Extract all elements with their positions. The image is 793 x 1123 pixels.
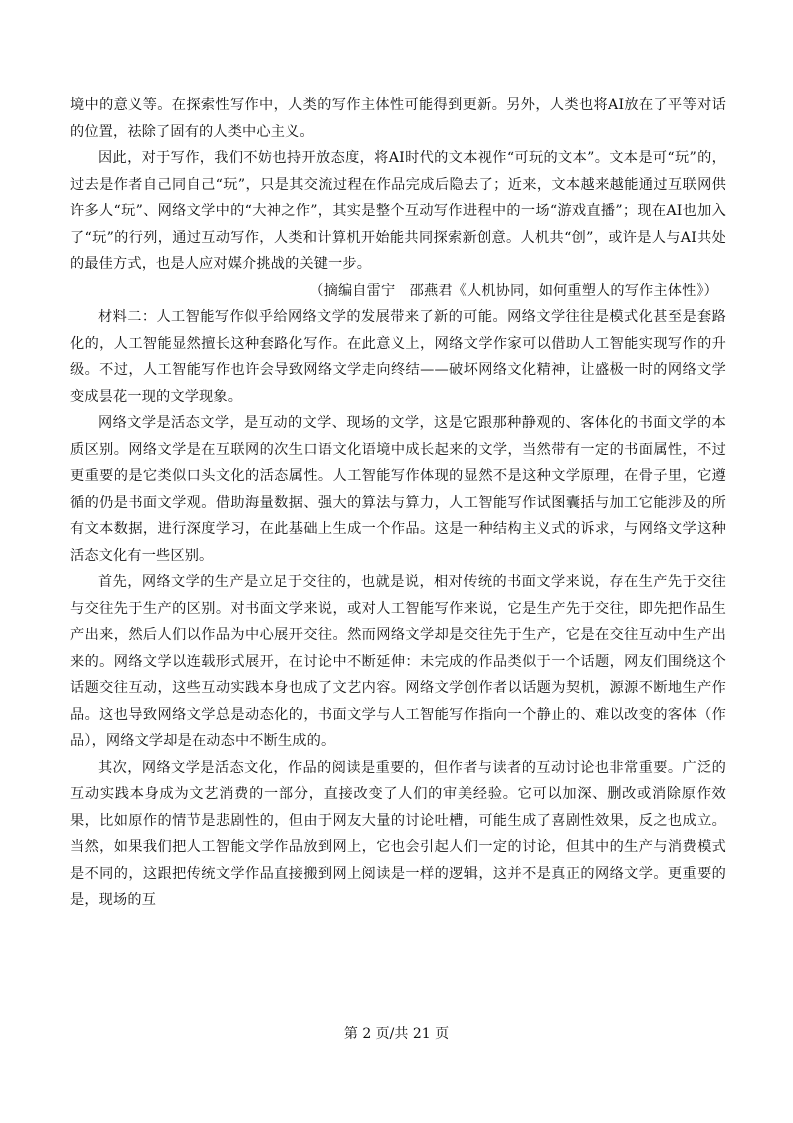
source-citation: （摘编自雷宁 邵燕君《人机协同，如何重塑人的写作主体性》） xyxy=(309,282,718,299)
page-number-footer: 第 2 页/共 21 页 xyxy=(343,1026,450,1042)
paragraph-second-point: 其次，网络文学是活态文化，作品的阅读是重要的，但作者与读者的互动讨论也非常重要。广泛的互动实践本身成为文艺消费的一部分，直接改变了人们的审美经验。它可以加深、删改或消除原作效果，比如原作的情节是悲剧性的，但由于网友大量的讨论吐槽，可能生成了喜剧性效果，反之也成立。当然，如果我们把人工智能文学作品放到网上，它也会引起人们一定的讨论，但其中的生产与消费模式是不同的，这跟把传统文学作品直接搬到网上阅读是一样的逻辑，这并不是真正的网络文学。更重要的是，现场的互 xyxy=(70,759,726,908)
paragraph-ai-playable-text: 因此，对于写作，我们不妨也持开放态度，将AI时代的文本视作“可玩的文本”。文本是可“玩”的，过去是作者自己同自己“玩”，只是其交流过程在作品完成后隐去了；近来，文本越来越能通过互联网供许多人“玩”、网络文学中的“大神之作”，其实是整个互动写作进程中的一场“游戏直播”；现在AI也加入了“玩”的行列，通过互动写作，人类和计算机开始能共同探索新创意。人机共“创”，或许是人与AI共处的最佳方式，也是人应对媒介挑战的关键一步。 xyxy=(70,150,726,272)
body-text xyxy=(70,92,726,914)
paragraph-continuation: 境中的意义等。在探索性写作中，人类的写作主体性可能得到更新。另外，人类也将AI放在了平等对话的位置，祛除了固有的人类中心主义。 xyxy=(70,97,726,140)
paragraph-living-literature: 网络文学是活态文学，是互动的文学、现场的文学，这是它跟那种静观的、客体化的书面文学的本质区别。网络文学是在互联网的次生口语文化语境中成长起来的文学，当然带有一定的书面属性，不过更重要的是它类似口头文化的活态属性。人工智能写作体现的显然不是这种文学原理，在骨子里，它遵循的仍是书面文学观。借助海量数据、强大的算法与算力，人工智能写作试图囊括与加工它能涉及的所有文本数据，进行深度学习，在此基础上生成一个作品。这是一种结构主义式的诉求，与网络文学这种活态文化有一些区别。 xyxy=(70,415,726,564)
paragraph-first-point: 首先，网络文学的生产是立足于交往的，也就是说，相对传统的书面文学来说，存在生产先于交往与交往先于生产的区别。对书面文学来说，或对人工智能写作来说，它是生产先于交往，即先把作品生产出来，然后人们以作品为中心展开交往。然而网络文学却是交往先于生产，它是在交往互动中生产出来的。网络文学以连载形式展开，在讨论中不断延伸：未完成的作品类似于一个话题，网友们围绕这个话题交往互动，这些互动实践本身也成了文艺内容。网络文学创作者以话题为契机，源源不断地生产作品。这也导致网络文学总是动态化的，书面文学与人工智能写作指向一个静止的、难以改变的客体（作品），网络文学却是在动态中不断生成的。 xyxy=(70,574,726,749)
paragraph-material-two: 材料二：人工智能写作似乎给网络文学的发展带来了新的可能。网络文学往往是模式化甚至是套路化的，人工智能显然擅长这种套路化写作。在此意义上，网络文学作家可以借助人工智能实现写作的升级。不过，人工智能写作也许会导致网络文学走向终结——破坏网络文化精神，让盛极一时的网络文学变成昙花一现的文学现象。 xyxy=(70,309,726,405)
